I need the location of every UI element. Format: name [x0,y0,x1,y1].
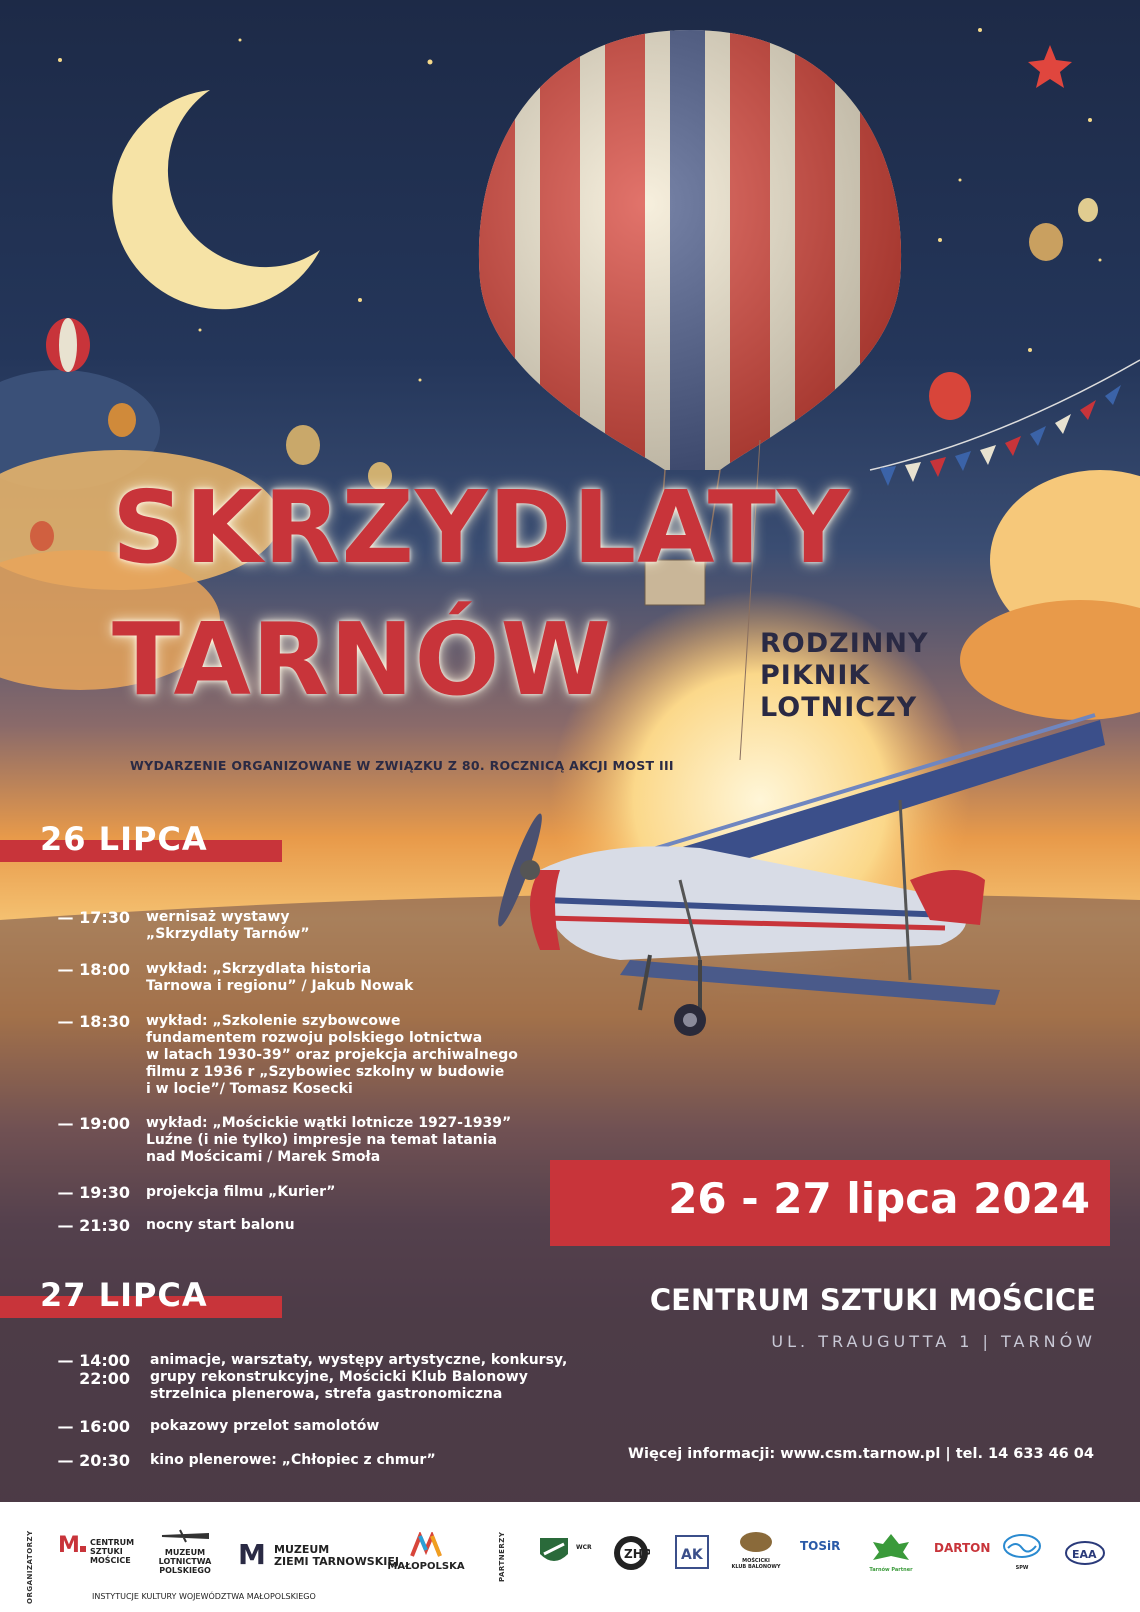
eaa-icon [1064,1540,1106,1566]
day2-heading [0,1278,282,1318]
schedule-desc: nocny start balonu [146,1217,295,1233]
partner-logo-darton: DARTON [934,1541,991,1555]
tagline: WYDARZENIE ORGANIZOWANE W ZWIĄZKU Z 80. ROCZNICĄ AKCJI MOST III [130,758,674,773]
schedule-desc: wernisaż wystawy „Skrzydlaty Tarnów” [146,909,310,942]
schedule-desc: animacje, warsztaty, występy artystyczne, konkursy, grupy rekonstrukcyjne, Mościcki Klub Balonowy strzelnica plenerowa, strefa gastronomiczna [150,1352,568,1402]
partner-logo-spw: SPW [1000,1532,1044,1573]
leaf-icon [871,1532,911,1562]
badge-icon [612,1534,650,1572]
title-line-2: TARNÓW [112,601,612,718]
svg-text:AK: AK [681,1547,703,1563]
museum-icon [238,1538,268,1568]
footer-logos [0,1502,1140,1612]
partner-logo-klub-balonowy: MOŚCICKI KLUB BALONOWY [726,1530,786,1570]
subtitle-line-3: LOTNICZY [760,692,918,723]
logo-malopolska: MAŁOPOLSKA [384,1532,468,1571]
partner-logo-ak [672,1532,712,1576]
schedule-time: — 20:30 [57,1451,130,1470]
plane-icon [160,1528,210,1544]
schedule-desc: wykład: „Skrzydlata historia Tarnowa i regionu” / Jakub Nowak [146,961,414,994]
partner-logo-zhp [612,1534,650,1576]
subtitle-line-2: PIKNIK [760,660,871,691]
partner-logo-eaa [1064,1540,1106,1570]
subtitle [760,628,929,724]
schedule-desc: pokazowy przelot samolotów [150,1418,380,1434]
schedule-desc: kino plenerowe: „Chłopiec z chmur” [150,1452,436,1468]
wave-icon [1002,1532,1042,1560]
schedule-desc: projekcja filmu „Kurier” [146,1184,336,1200]
schedule-time: — 21:30 [57,1216,130,1235]
event-dates-box [550,1160,1110,1246]
schedule-time: — 14:00 22:00 [57,1351,130,1388]
schedule-time: — 16:00 [57,1417,130,1436]
balloon-icon [736,1530,776,1554]
svg-text:M: M [238,1538,266,1568]
logo-csm: M CENTRUM SZTUKI MOŚCICE [58,1533,135,1565]
subtitle-line-1: RODZINNY [760,628,929,659]
csm-logo-icon [58,1532,88,1556]
venue-name: CENTRUM SZTUKI MOŚCICE [649,1283,1096,1317]
schedule-time: — 17:30 [57,908,130,927]
svg-text:M: M [58,1533,80,1556]
schedule-desc: wykład: „Mościckie wątki lotnicze 1927-1939” Luźne (i nie tylko) impresje na temat latania nad Mościcami / Marek Smoła [146,1115,512,1165]
schedule-time: — 19:30 [57,1183,130,1202]
day1-heading [0,822,282,862]
schedule-desc: wykład: „Szkolenie szybowcowe fundamentem rozwoju polskiego lotnictwa w latach 1930-39” oraz projekcja archiwalnego filmu z 1936 r „Szybowiec szkolny w budowie i w locie”/ Tomasz Kosecki [146,1013,518,1097]
logo-muzeum-lotnictwa: MUZEUM LOTNICTWA POLSKIEGO [150,1528,220,1575]
partner-logo-tosir: TOSiR [800,1539,841,1553]
day2-heading-text: 27 LIPCA [40,1276,208,1314]
shield-icon [536,1534,572,1570]
venue-address: UL. TRAUGUTTA 1 | TARNÓW [771,1332,1096,1351]
more-info: Więcej informacji: www.csm.tarnow.pl | tel. 14 633 46 04 [628,1446,1094,1462]
title-line-1: SKRZYDLATY [112,469,851,586]
event-dates: 26 - 27 lipca 2024 [668,1174,1090,1223]
day1-heading-text: 26 LIPCA [40,820,208,858]
schedule-time: — 18:00 [57,960,130,979]
malopolska-icon [409,1532,443,1558]
organizers-label: ORGANIZATORZY [26,1530,34,1604]
logo-muzeum-ziemi: M MUZEUM ZIEMI TARNOWSKIEJ [238,1538,268,1572]
moon [112,90,320,309]
svg-text:EAA: EAA [1072,1548,1097,1561]
institutions-note: INSTYTUCJE KULTURY WOJEWÓDZTWA MAŁOPOLSKIEGO [92,1592,316,1601]
schedule-time: — 18:30 [57,1012,130,1031]
svg-text:ZHP: ZHP [624,1547,650,1561]
partner-logo-wcr: WCR [536,1534,572,1574]
partner-logo-tarnow-partner: Tarnów Partner [866,1532,916,1575]
pennant-bunting [870,360,1140,486]
schedule-time: — 19:00 [57,1114,130,1133]
partners-label: PARTNERZY [498,1531,506,1582]
emblem-icon [672,1532,712,1572]
